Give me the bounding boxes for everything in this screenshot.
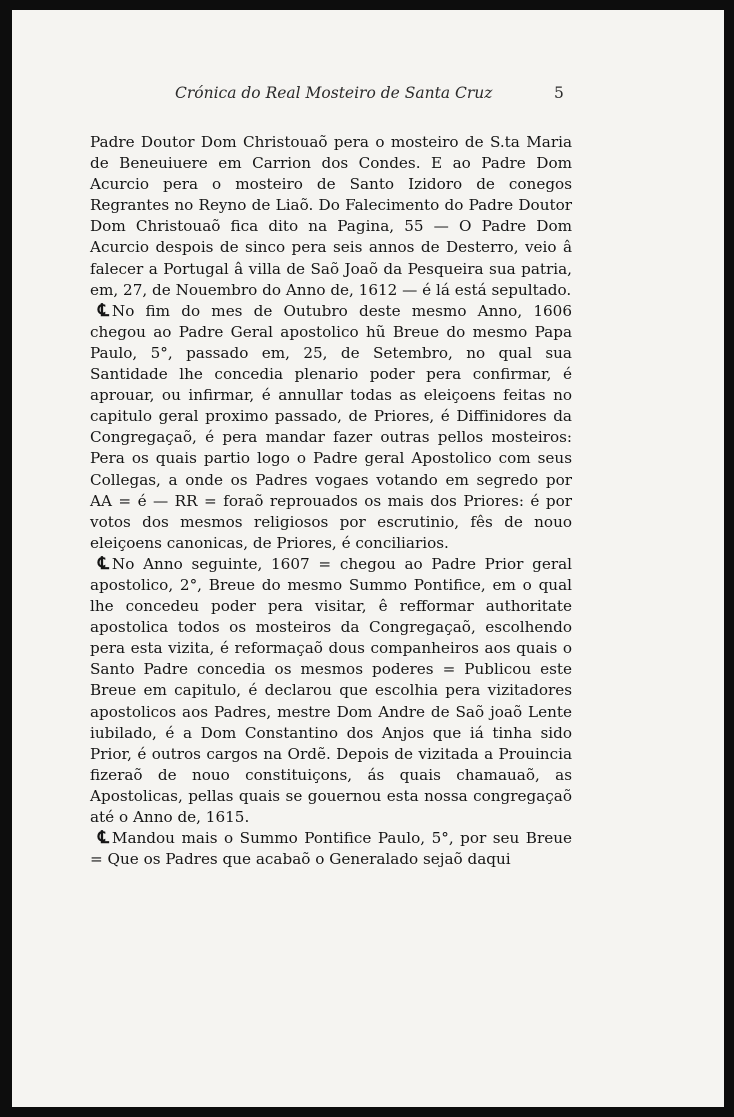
paragraph bbox=[90, 132, 572, 301]
page-number: 5 bbox=[554, 84, 564, 102]
paragraph-text: Padre Doutor Dom Christouaõ pera o mosteiro de S.ta Maria de Beneuiuere em Carrion dos Condes. E ao Padre Dom Acurcio pera o mosteiro de Santo Izidoro de conegos Regrantes no Reyno de Liaõ. Do Falecimento do Padre Doutor Dom Christouaõ fica dito na Pagina, 55 — O Padre Dom Acurcio despois de sinco pera seis annos de Desterro, veio â falecer a Portugal â villa de Saõ Joaõ da Pesqueira sua patria, em, 27, de Nouembro do Anno de, 1612 — é lá está sepultado. bbox=[90, 133, 572, 299]
paragraph bbox=[90, 828, 572, 870]
body-text bbox=[90, 132, 572, 870]
paragraph-text: No Anno seguinte, 1607 = chegou ao Padre Prior geral apostolico, 2°, Breue do mesmo Summo Pontifice, em o qual lhe concedeu poder pera visitar, ê refformar authoritate apostolica todos os mosteiros da Congregaçaõ, escolhendo pera esta vizita, é reformaçaõ dous companheiros aos quais o Santo Padre concedia os mesmos poderes = Publicou este Breue em capitulo, é declarou que escolhia pera vizitadores apostolicos aos Padres, mestre Dom Andre de Saõ joaõ Lente iubilado, é a Dom Constantino dos Anjos que iá tinha sido Prior, é outros cargos na Ordẽ. Depois de vizitada a Prouincia fizeraõ de nouo constituiçons, ás quais chamauaõ, as Apostolicas, pellas quais se gouernou esta nossa congregaçaõ até o Anno de, 1615. bbox=[90, 554, 572, 826]
pilcrow-icon: ℄ bbox=[98, 828, 109, 849]
pilcrow-icon: ℄ bbox=[98, 553, 109, 574]
pilcrow-icon: ℄ bbox=[98, 300, 109, 321]
paragraph bbox=[90, 301, 572, 554]
paragraph-text: No fim do mes de Outubro deste mesmo Anno, 1606 chegou ao Padre Geral apostolico hũ Breue do mesmo Papa Paulo, 5°, passado em, 25, de Setembro, no qual sua Santidade lhe concedia plenario poder pera confirmar, é aprouar, ou infirmar, é annullar todas as eleiçoens feitas no capitulo geral proximo passado, de Priores, é Diffinidores da Congregaçaõ, é pera mandar fazer outras pellos mosteiros: Pera os quais partio logo o Padre geral Apostolico com seus Collegas, a onde os Padres vogaes votando em segredo por AA = é — RR = foraõ reprouados os mais dos Priores: é por votos dos mesmos religiosos por escrutinio, fês de nouo eleiçoens canonicas, de Priores, é conciliarios. bbox=[90, 301, 572, 552]
paragraph bbox=[90, 554, 572, 828]
book-page bbox=[12, 10, 724, 1107]
paragraph-text: Mandou mais o Summo Pontifice Paulo, 5°, por seu Breue = Que os Padres que acabaõ o Generalado sejaõ daqui bbox=[90, 829, 572, 869]
running-header bbox=[12, 84, 724, 108]
header-title: Crónica do Real Mosteiro de Santa Cruz bbox=[175, 84, 493, 102]
